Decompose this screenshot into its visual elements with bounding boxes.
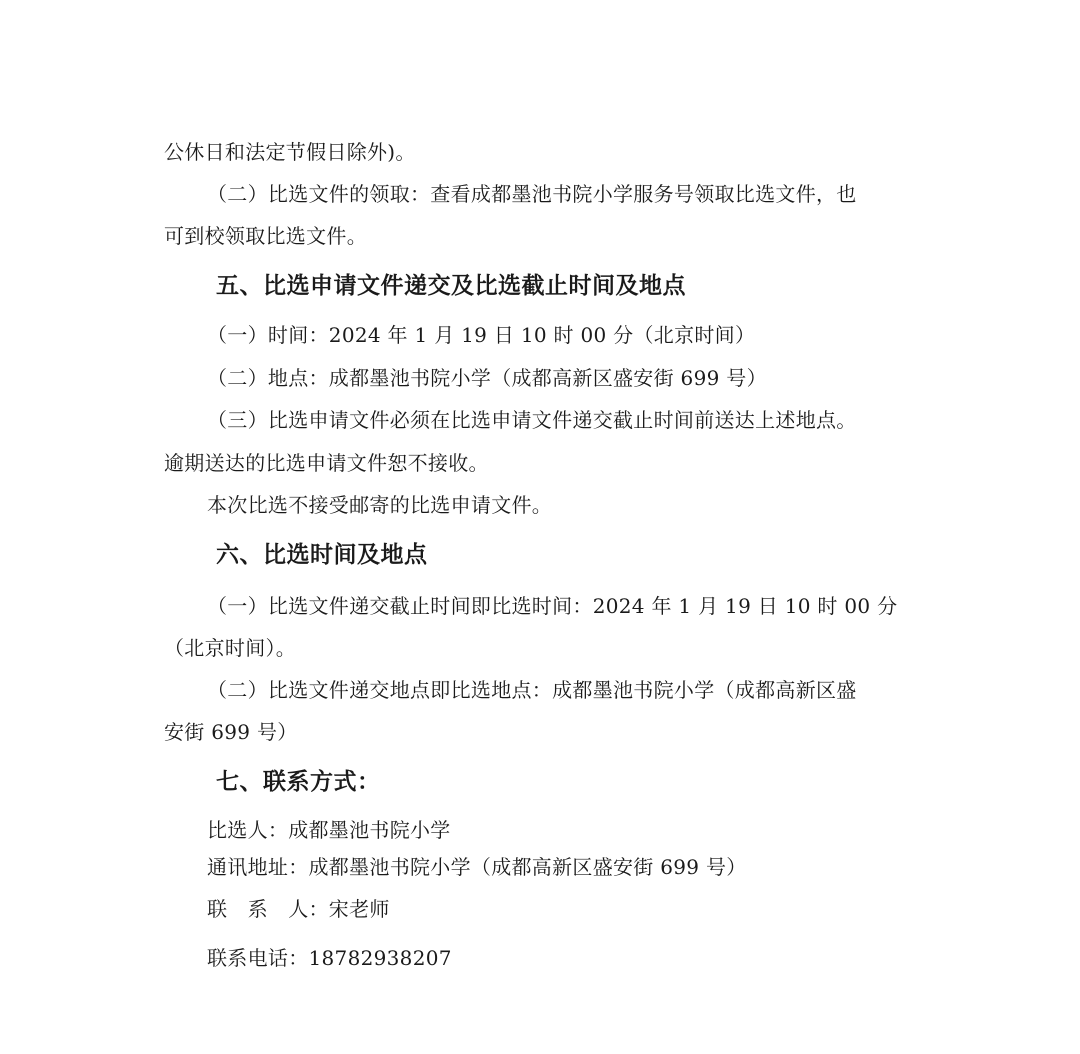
text-line: 安街 699 号） xyxy=(164,720,298,744)
contact-person: 联 系 人：宋老师 xyxy=(207,897,390,921)
text-line: （一）时间：2024 年 1 月 19 日 10 时 00 分（北京时间） xyxy=(207,323,756,347)
text-line: （三）比选申请文件必须在比选申请文件递交截止时间前送达上述地点。 xyxy=(207,408,857,432)
text-line: 可到校领取比选文件。 xyxy=(164,224,367,248)
text-line: （二）地点：成都墨池书院小学（成都高新区盛安街 699 号） xyxy=(207,366,767,390)
text-line: 本次比选不接受邮寄的比选申请文件。 xyxy=(207,493,553,517)
section-heading-5: 五、比选申请文件递交及比选截止时间及地点 xyxy=(216,273,686,299)
text-line: 逾期送达的比选申请文件恕不接收。 xyxy=(164,451,489,475)
text-line: （北京时间）。 xyxy=(164,636,297,660)
text-line: （二）比选文件的领取：查看成都墨池书院小学服务号领取比选文件，也 xyxy=(207,182,857,206)
section-heading-7: 七、联系方式： xyxy=(216,769,381,795)
contact-selector: 比选人：成都墨池书院小学 xyxy=(207,818,451,842)
contact-address: 通讯地址：成都墨池书院小学（成都高新区盛安街 699 号） xyxy=(207,855,747,879)
text-line: 公休日和法定节假日除外)。 xyxy=(164,140,416,164)
text-line: （一）比选文件递交截止时间即比选时间：2024 年 1 月 19 日 10 时 00 分 xyxy=(207,594,898,618)
section-heading-6: 六、比选时间及地点 xyxy=(216,542,428,568)
contact-phone: 联系电话：18782938207 xyxy=(207,946,452,970)
text-line: （二）比选文件递交地点即比选地点：成都墨池书院小学（成都高新区盛 xyxy=(207,678,857,702)
